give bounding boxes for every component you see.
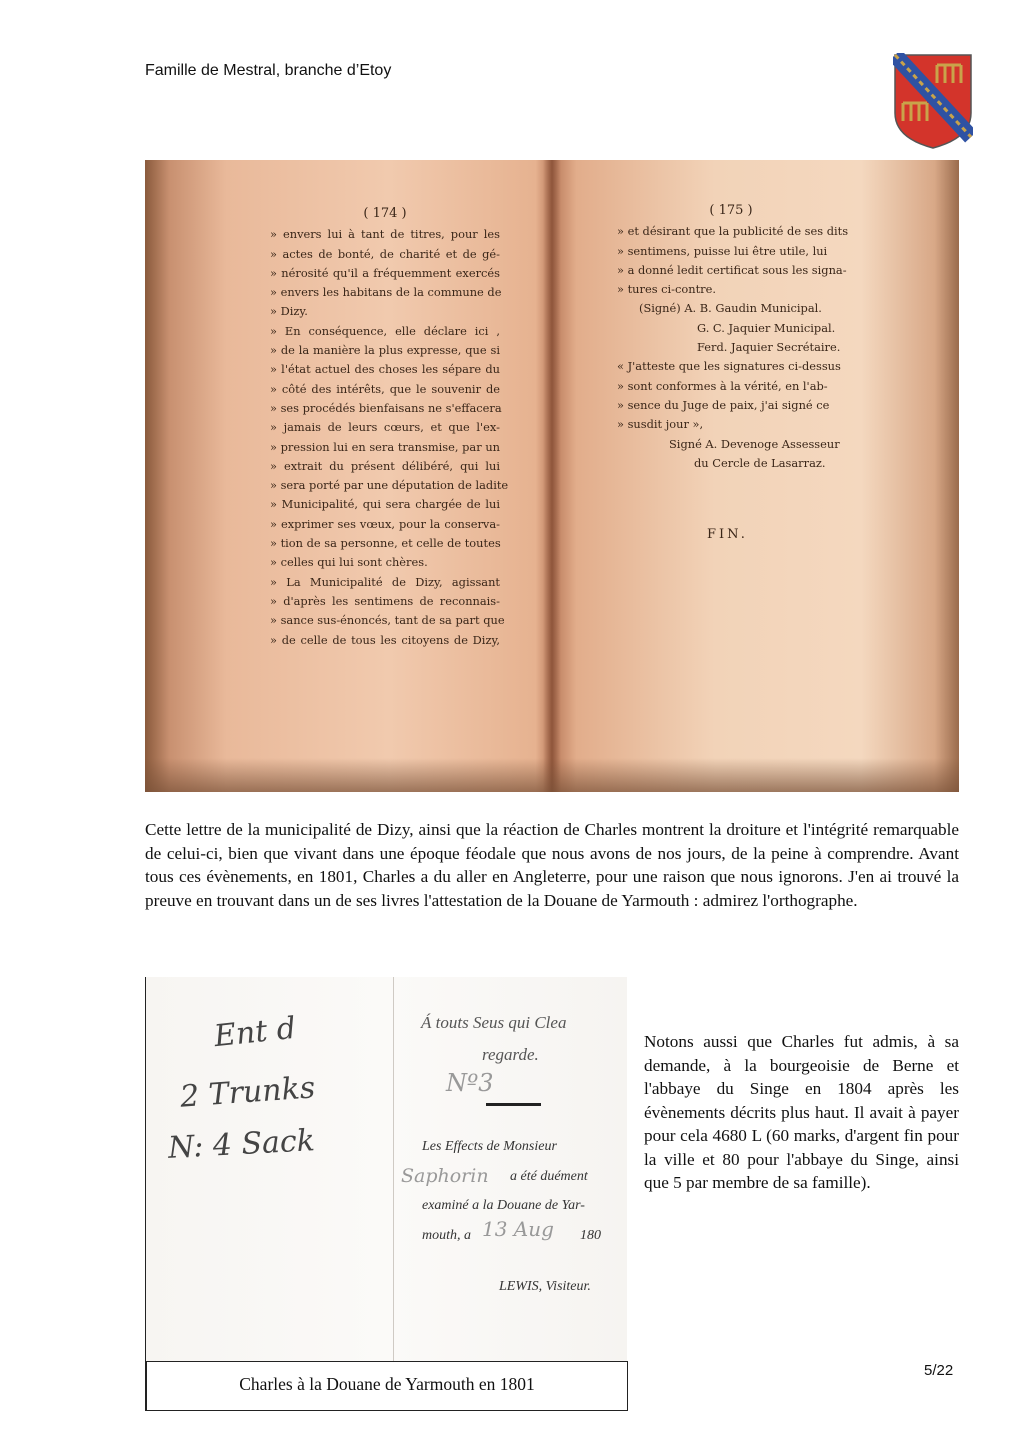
page-header: Famille de Mestral, branche d’Etoy	[145, 62, 392, 79]
handwritten-note: 2 Trunks	[178, 1070, 317, 1115]
signature-line: Ferd. Jaquier Secrétaire.	[697, 340, 841, 355]
handwritten-note: Ent d	[212, 1010, 298, 1055]
assessor-line: du Cercle de Lasarraz.	[694, 455, 826, 470]
book-right-page	[617, 201, 849, 473]
book-line: » de celle de tous les citoyens de Dizy,	[270, 632, 500, 647]
body-paragraph: Cette lettre de la municipalité de Dizy, ainsi que la réaction de Charles montrent la droiture et l'intégrité remarquable de celui-ci, bien que vivant dans une époque féodale que nous avons de nos jours, de la peine à comprendre. Avant tous ces évènements, en 1801, Charles a du aller en Angleterre, pour une raison que nous ignorons. J'en ai trouvé la preuve en trouvant dans un de ses livres l'attestation de la Douane de Yarmouth : admirez l'orthographe.	[145, 820, 959, 910]
family-crest-image	[893, 53, 973, 150]
book-line: » sence du Juge de paix, j'ai signé ce	[617, 397, 830, 412]
book-line: » exprimer ses vœux, pour la conserva-	[270, 516, 500, 531]
form-line: a été duément	[510, 1169, 588, 1184]
form-rule	[486, 1103, 541, 1106]
figure-caption: Charles à la Douane de Yarmouth en 1801	[146, 1361, 628, 1411]
form-line: mouth, a	[422, 1228, 471, 1243]
book-line: » côté des intérêts, que le souvenir de	[270, 381, 500, 396]
book-line: » Municipalité, qui sera chargée de lui	[270, 497, 500, 512]
form-line: 180	[580, 1228, 601, 1243]
book-line: » nérosité qu'il a fréquemment exercés	[270, 265, 500, 280]
book-line: » de la manière la plus expresse, que si	[270, 343, 500, 358]
book-line: » susdit jour »,	[617, 417, 704, 432]
book-line: » tures ci-contre.	[617, 282, 716, 297]
book-line: » sont conformes à la vérité, en l'ab-	[617, 378, 828, 393]
assessor-line: Signé A. Devenoge Assesseur	[669, 436, 840, 451]
book-line: » ses procédés bienfaisans ne s'effacera	[270, 400, 502, 415]
book-line: » extrait du présent délibéré, qui lui	[270, 458, 500, 473]
book-shadow	[145, 758, 959, 792]
book-line: » a donné ledit certificat sous les signa-	[617, 262, 847, 277]
form-line: Les Effects de Monsieur	[422, 1139, 557, 1154]
handwritten-date: 13 Aug	[482, 1217, 554, 1241]
customs-document-figure	[145, 977, 628, 1411]
book-line: » celles qui lui sont chères.	[270, 555, 428, 570]
book-line: » envers lui à tant de titres, pour les	[270, 227, 500, 242]
book-gutter	[543, 160, 561, 792]
signature-line: G. C. Jaquier Municipal.	[697, 320, 836, 335]
book-line: » pression lui en sera transmise, par un	[270, 439, 500, 454]
handwritten-name: Saphorin	[401, 1165, 489, 1187]
handwritten-note: N: 4 Sack	[167, 1123, 316, 1166]
book-line: » l'état actuel des choses les sépare du	[270, 362, 500, 377]
form-line: examiné a la Douane de Yar-	[422, 1198, 585, 1213]
book-left-page	[270, 204, 509, 650]
book-end-marker: FIN.	[707, 527, 748, 542]
book-line: » jamais de leurs cœurs, et que l'ex-	[270, 420, 500, 435]
side-paragraph: Notons aussi que Charles fut admis, à sa demande, à la bourgeoisie de Berne et l'abbaye du Singe en 1804 après les évènements décrits plus haut. Il avait à payer pour cela 4680 L (60 marks, d'argent fin pour la ville et 80 pour l'abbaye du Singe, ainsi que 5 par membre de sa famille).	[644, 1032, 959, 1192]
form-header: Á touts Seus qui Clea	[421, 1013, 567, 1032]
signature-line: (Signé) A. B. Gaudin Municipal.	[639, 301, 822, 316]
book-line: » tion de sa personne, et celle de toutes	[270, 536, 501, 551]
document-number: Nº3	[446, 1069, 494, 1097]
book-line: » sance sus-énoncés, tant de sa part que	[270, 613, 505, 628]
book-line: » et désirant que la publicité de ses dits	[617, 224, 849, 239]
book-line: » actes de bonté, de charité et de gé-	[270, 246, 500, 261]
book-line: » envers les habitans de la commune de	[270, 285, 502, 300]
book-line: » sentimens, puisse lui être utile, lui	[617, 243, 828, 258]
book-line: » En conséquence, elle déclare ici ,	[270, 323, 500, 338]
book-line: » sera porté par une députation de ladite	[270, 478, 509, 493]
book-line: « J'atteste que les signatures ci-dessus	[617, 359, 841, 374]
customs-document-scan	[146, 977, 627, 1361]
form-line: LEWIS, Visiteur.	[499, 1279, 591, 1294]
form-header: regarde.	[482, 1045, 539, 1064]
page-number: 5/22	[924, 1362, 954, 1379]
document-fold	[393, 977, 394, 1361]
right-page-number: ( 175 )	[709, 203, 753, 218]
book-photo	[145, 160, 959, 792]
book-line: » La Municipalité de Dizy, agissant	[270, 574, 500, 589]
left-page-number: ( 174 )	[363, 206, 407, 221]
book-line: » Dizy.	[270, 304, 308, 319]
book-line: » d'après les sentimens de reconnais-	[270, 593, 500, 608]
